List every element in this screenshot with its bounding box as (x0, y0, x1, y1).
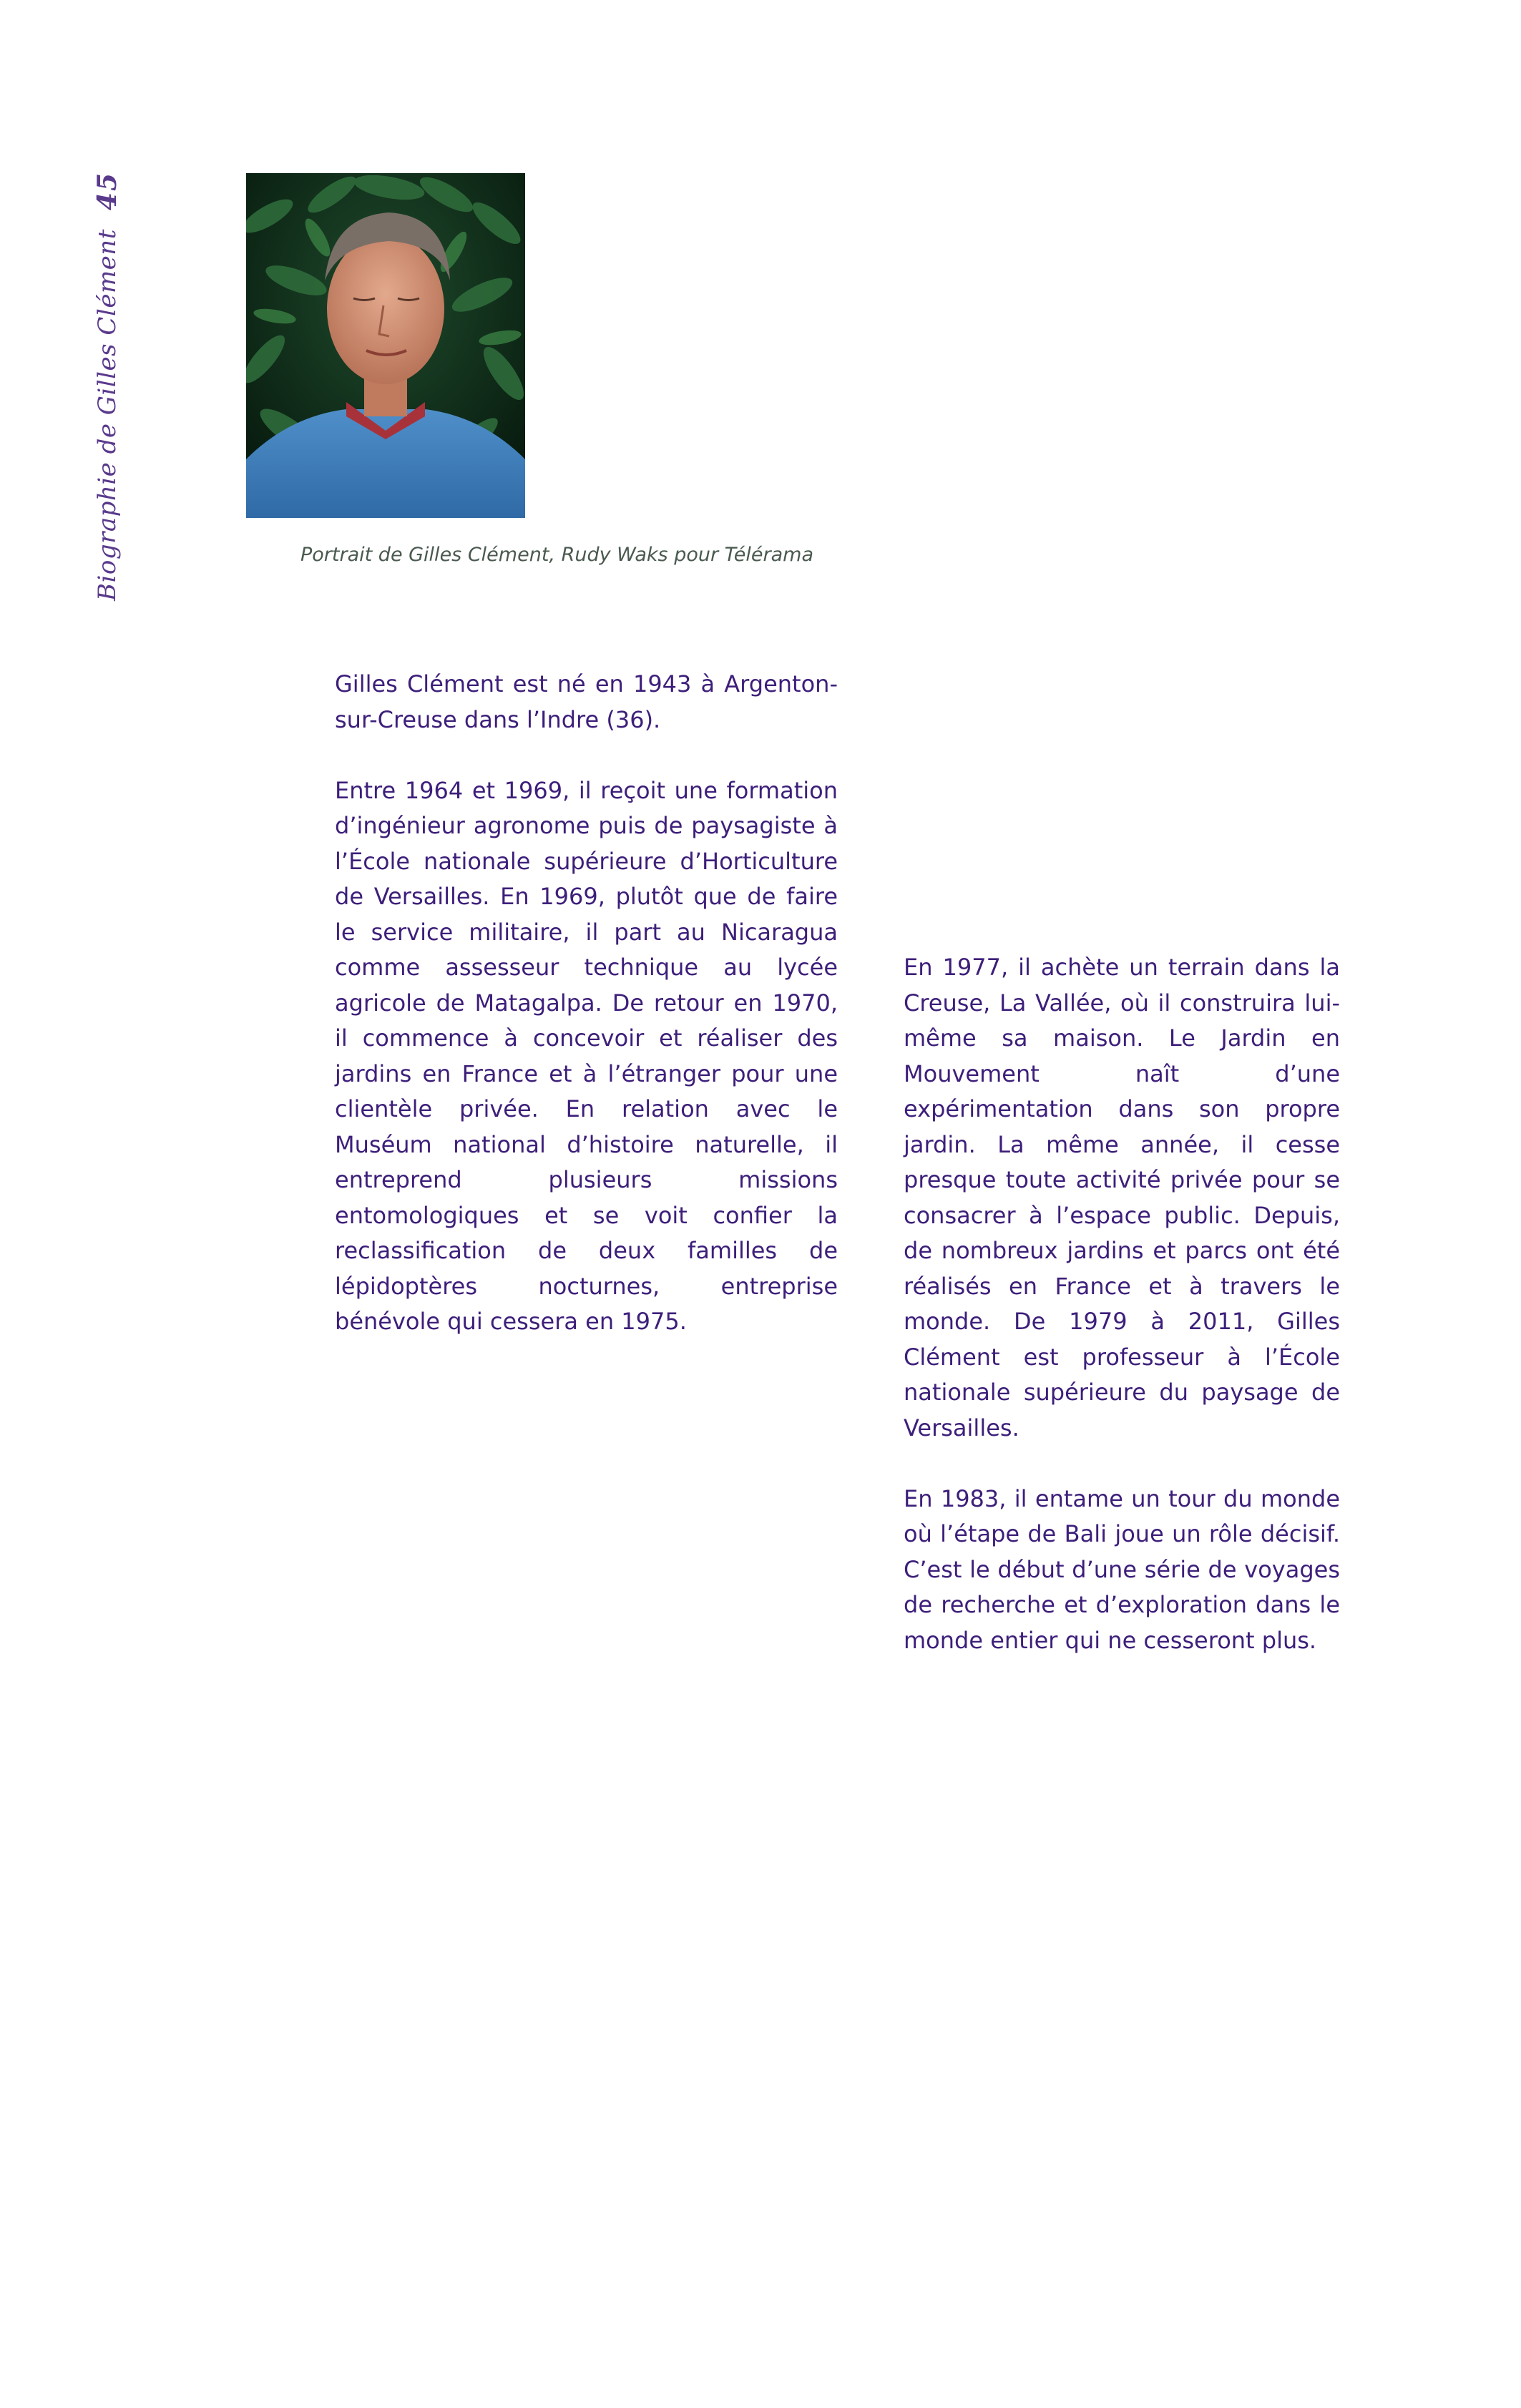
paragraph-bali: En 1983, il entame un tour du monde où l’étape de Bali joue un rôle décisif. C’est le début d’une série de voyages de recherche et d’exploration dans le monde entier qui ne cesseront plus. (904, 1484, 1340, 1654)
paragraph-birth: Gilles Clément est né en 1943 à Argenton-sur-Creuse dans l’Indre (36). (335, 670, 838, 733)
running-title: Biographie de Gilles Clément (93, 229, 122, 601)
left-column (335, 667, 838, 1375)
page-number: 45 (92, 172, 122, 211)
portrait-photo (246, 173, 525, 518)
paragraph-education: Entre 1964 et 1969, il reçoit une formation d’ingénieur agronome puis de paysagiste à l’École nationale supérieure d’Horticulture de Versailles. En 1969, plutôt que de faire le service militaire, il part au Nicaragua comme assesseur technique au lycée agricole de Matagalpa. De retour en 1970, il commence à concevoir et réaliser des jardins en France et à l’étranger pour une clientèle privée. En relation avec le Muséum national d’histoire naturelle, il entreprend plusieurs missions entomologiques et se voit confier la reclassification de deux familles de lépidoptères nocturnes, entreprise bénévole qui cessera en 1975. (335, 776, 838, 1335)
photo-caption: Portrait de Gilles Clément, Rudy Waks pour Télérama (300, 544, 814, 566)
right-column (904, 950, 1340, 1694)
paragraph-la-vallee: En 1977, il achète un terrain dans la Creuse, La Vallée, où il construira lui-même sa maison. Le Jardin en Mouvement naît d’une expérimentation dans son propre jardin. La même année, il cesse presque toute activité privée pour se consacrer à l’espace public. Depuis, de nombreux jardins et parcs ont été réalisés en France et à travers le monde. De 1979 à 2011, Gilles Clément est professeur à l’École nationale supérieure du paysage de Versailles. (904, 954, 1340, 1442)
running-header (43, 172, 122, 601)
portrait-photo-icon (246, 173, 525, 518)
